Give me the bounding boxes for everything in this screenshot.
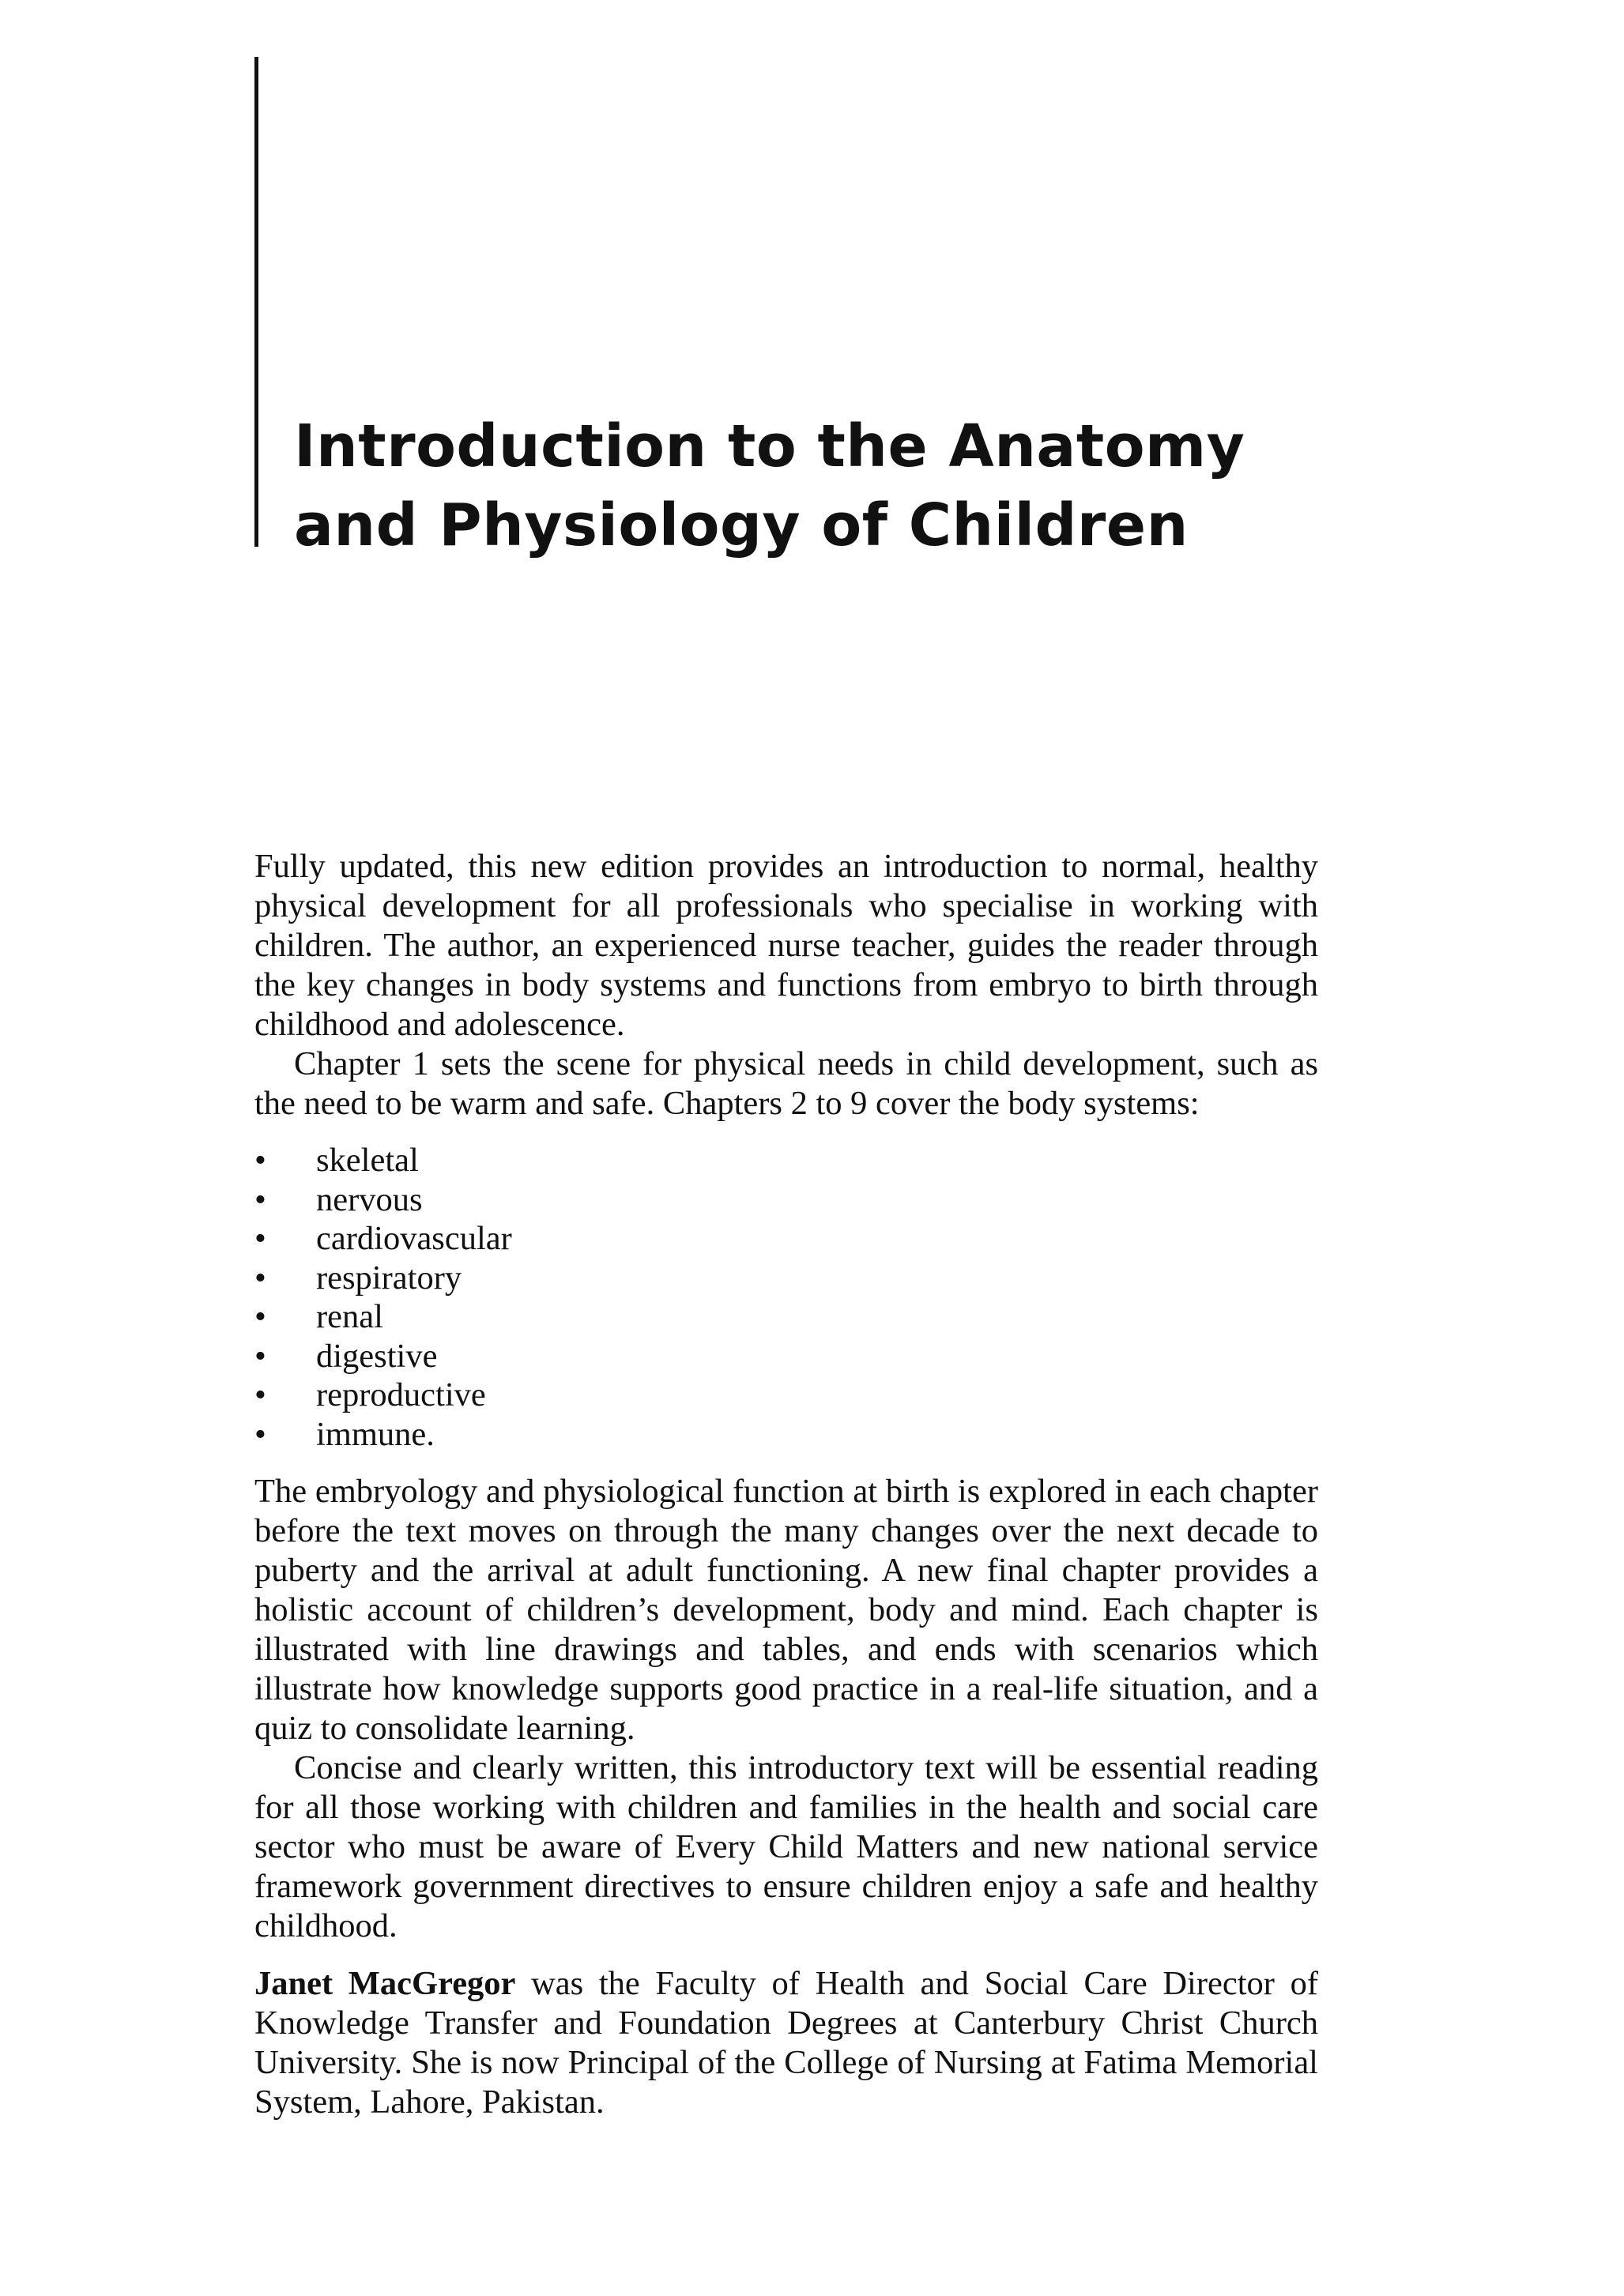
body-systems-list (254, 1141, 1318, 1454)
title-line-1: Introduction to the Anatomy (294, 412, 1245, 480)
author-bio (254, 1964, 1318, 2122)
bullet-icon: • (254, 1337, 266, 1375)
vertical-rule (254, 57, 258, 547)
list-item: • reproductive (254, 1376, 486, 1413)
chapters-paragraph: Chapter 1 sets the scene for physical needs in child development, such as the need to be warm and safe. Chapters 2 to 9 cover the body systems: (254, 1045, 1318, 1122)
list-item: • respiratory (254, 1259, 462, 1297)
author-name: Janet MacGregor (254, 1965, 516, 2002)
bullet-icon: • (254, 1142, 266, 1179)
bullet-icon: • (254, 1415, 266, 1453)
bullet-icon: • (254, 1180, 266, 1218)
author-bio-text: was the Faculty of Health and Social Care Director of Knowledge Transfer and Foundation Degrees at Canterbury Christ Church University. She is now Principal of the College of Nursing at Fatima Memorial System, Lahore, Pakistan. (254, 1965, 1318, 2121)
list-item: • nervous (254, 1180, 423, 1218)
bullet-icon: • (254, 1259, 266, 1297)
list-item: • renal (254, 1298, 383, 1335)
list-item: • digestive (254, 1337, 438, 1375)
list-item: • skeletal (254, 1142, 419, 1179)
bullet-icon: • (254, 1376, 266, 1413)
list-item: • cardiovascular (254, 1220, 512, 1257)
summary-paragraph: Concise and clearly written, this introductory text will be essential reading for all those working with children and families in the health and social care sector who must be aware of Every Child Matters and new national service framework government directives to ensure children enjoy a safe and healthy childhood. (254, 1749, 1318, 1944)
embryology-paragraph: The embryology and physiological function at birth is explored in each chapter before the text moves on through the many changes over the next decade to puberty and the arrival at adult functioning. A new final chapter provides a holistic account of children’s development, body and mind. Each chapter is illustrated with line drawings and tables, and ends with scenarios which illustrate how knowledge supports good practice in a real-life situation, and a quiz to consolidate learning. (254, 1473, 1318, 1747)
blurb-text (254, 847, 1318, 2122)
list-item: • immune. (254, 1415, 435, 1453)
bullet-icon: • (254, 1220, 266, 1257)
intro-paragraph: Fully updated, this new edition provides an introduction to normal, healthy physical development for all professionals who specialise in working with children. The author, an experienced nurse teacher, guides the reader through the key changes in body systems and functions from embryo to birth through childhood and adolescence. (254, 848, 1318, 1043)
title-line-2: and Physiology of Children (294, 491, 1189, 559)
bullet-icon: • (254, 1298, 266, 1335)
page-title (294, 407, 1479, 565)
